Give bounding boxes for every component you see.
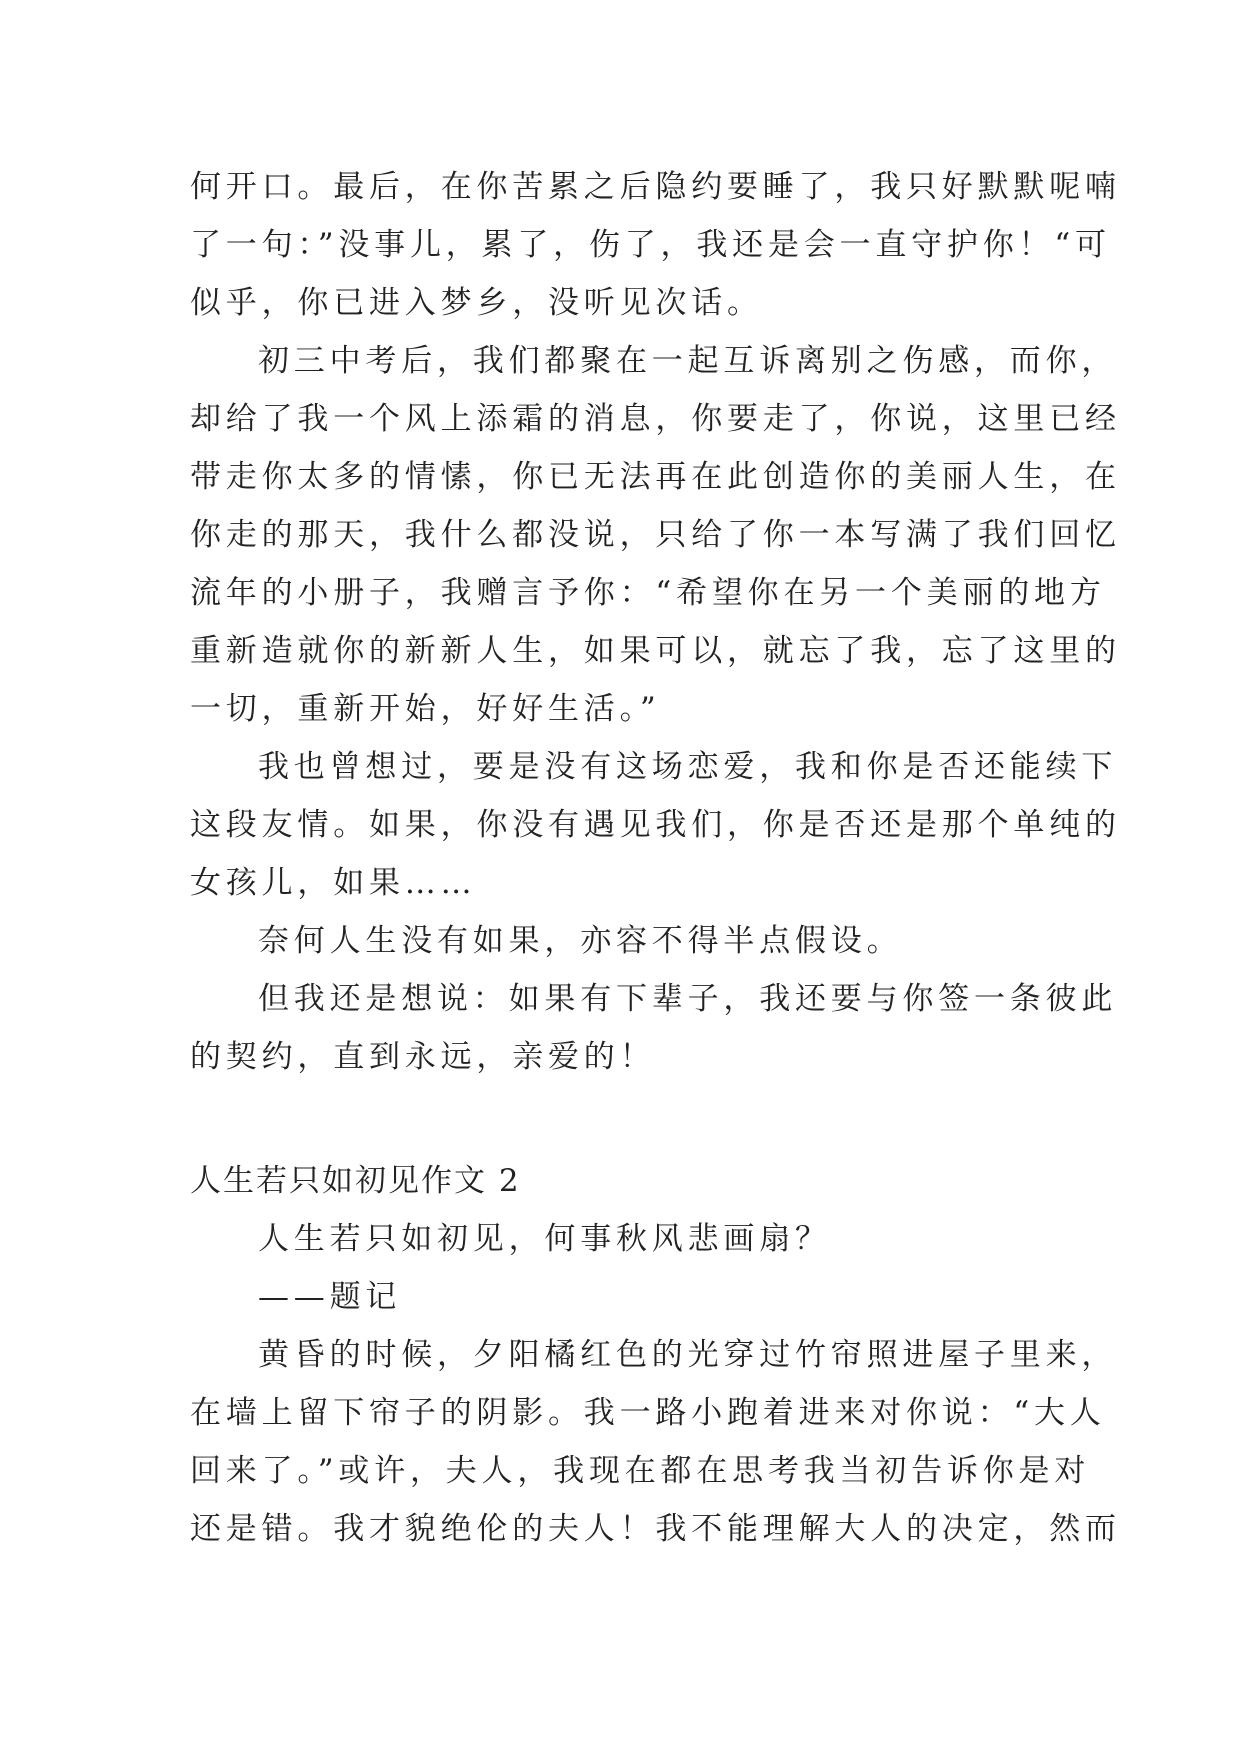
text-line: 一切，重新开始，好好生活。” <box>190 691 661 727</box>
text-column <box>190 158 1121 1558</box>
text-line: 初三中考后，我们都聚在一起互诉离别之伤感，而你， <box>258 343 1118 379</box>
text-line: 人生若只如初见，何事秋风悲画扇？ <box>258 1221 831 1257</box>
text-line: 回来了。”或许，夫人，我现在都在思考我当初告诉你是对 <box>190 1453 1091 1489</box>
article-title: 人生若只如初见作文 2 <box>190 1163 521 1199</box>
text-line: 带走你太多的情愫，你已无法再在此创造你的美丽人生，在 <box>190 459 1121 495</box>
text-line: 我也曾想过，要是没有这场恋爱，我和你是否还能续下 <box>258 749 1118 785</box>
text-line: 黄昏的时候，夕阳橘红色的光穿过竹帘照进屋子里来， <box>258 1337 1118 1373</box>
text-line: 了一句：”没事儿，累了，伤了，我还是会一直守护你！“可 <box>190 227 1111 263</box>
text-line: 女孩儿，如果…… <box>190 865 477 901</box>
article-two-paragraph-3 <box>190 1326 1121 1558</box>
text-line: 却给了我一个风上添霜的消息，你要走了，你说，这里已经 <box>190 401 1121 437</box>
article-one-paragraph-5 <box>190 970 1118 1086</box>
article-two-paragraph-1 <box>190 1210 1060 1268</box>
text-line: 流年的小册子，我赠言予你：“希望你在另一个美丽的地方 <box>190 575 1106 611</box>
text-line: 似乎，你已进入梦乡，没听见次话。 <box>190 285 763 321</box>
text-line: ——题记 <box>258 1279 402 1315</box>
text-line: 重新造就你的新新人生，如果可以，就忘了我，忘了这里的 <box>190 633 1121 669</box>
text-line: 但我还是想说：如果有下辈子，我还要与你签一条彼此 <box>258 981 1118 1017</box>
section-gap <box>190 1086 1060 1152</box>
article-one-paragraph-3 <box>190 738 1121 912</box>
article-one-paragraph-2 <box>190 332 1121 738</box>
article-one-paragraph-1 <box>190 158 1121 332</box>
article-one-paragraph-4 <box>190 912 1060 970</box>
article-two-epigraph-attribution <box>190 1268 1060 1326</box>
text-line: 还是错。我才貌绝伦的夫人！我不能理解大人的决定，然而 <box>190 1511 1121 1547</box>
text-line: 何开口。最后，在你苦累之后隐约要睡了，我只好默默呢喃 <box>190 169 1121 205</box>
text-line: 这段友情。如果，你没有遇见我们，你是否还是那个单纯的 <box>190 807 1121 843</box>
text-line: 你走的那天，我什么都没说，只给了你一本写满了我们回忆 <box>190 517 1121 553</box>
text-line: 奈何人生没有如果，亦容不得半点假设。 <box>258 923 903 959</box>
text-line: 的契约，直到永远，亲爱的！ <box>190 1039 656 1075</box>
text-line: 在墙上留下帘子的阴影。我一路小跑着进来对你说：“大人 <box>190 1395 1106 1431</box>
